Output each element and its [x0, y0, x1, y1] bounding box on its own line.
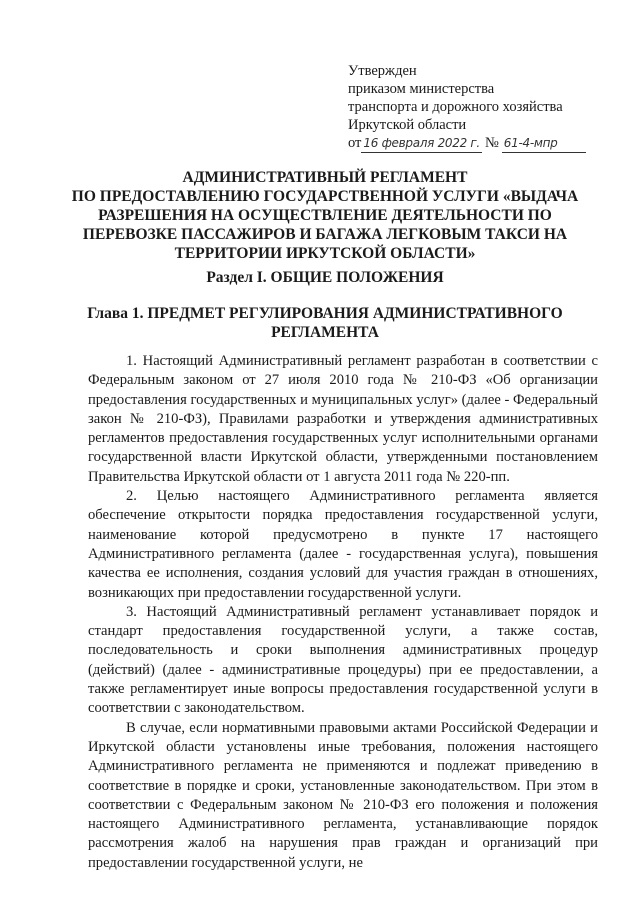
number-label: № — [484, 135, 499, 151]
paragraph: 3. Настоящий Административный регламент устанавливает порядок и стандарт предоставления государственной услуги, а также состав, последовательность и сроки выполнения административных процедур (действий) (далее - административные процедуры) при ее предоставлении, а также регламентирует иные вопросы предоставления государственной услуги в соответствии с законодательством. — [88, 603, 598, 717]
chapter-heading-line: РЕГЛАМЕНТА — [271, 324, 379, 341]
paragraph: 1. Настоящий Административный регламент разработан в соответствии с Федеральным законом от 27 июля 2010 года № 210-ФЗ «Об организации предоставления государственных и муниципальных услуг» (далее - Федеральный закон № 210-ФЗ), Правилами разработки и утверждения административных регламентов предоставления государственных услуг исполнительными органами государственной власти Иркутской области, утвержденными постановлением Правительства Иркутской области от 1 августа 2011 года № 220-пп. — [88, 353, 598, 485]
paragraph: В случае, если нормативными правовыми актами Российской Федерации и Иркутской области установлены иные требования, положения настоящего Административного регламента не применяются и подлежат приведению в соответствие в порядке и сроки, установленные законодательством. При этом в соответствии с Федеральным законом № 210-ФЗ его положения и положения настоящего Административного регламента, устанавливающие порядок рассмотрения жалоб на нарушения прав граждан и организаций при предоставлении государственной услуги, не — [88, 719, 598, 871]
title-line: АДМИНИСТРАТИВНЫЙ РЕГЛАМЕНТ — [182, 169, 468, 186]
approval-stamp-block — [348, 62, 608, 153]
chapter-heading — [70, 304, 580, 342]
chapter-heading-line: Глава 1. ПРЕДМЕТ РЕГУЛИРОВАНИЯ АДМИНИСТРАТИВНОГО — [87, 305, 563, 322]
handwritten-number: 61-4-мпр — [502, 134, 586, 153]
title-line: ТЕРРИТОРИИ ИРКУТСКОЙ ОБЛАСТИ» — [174, 245, 476, 262]
document-body — [88, 352, 598, 873]
handwritten-date: 16 февраля 2022 г. — [361, 134, 482, 153]
title-line: ПЕРЕВОЗКЕ ПАССАЖИРОВ И БАГАЖА ЛЕГКОВЫМ ТАКСИ НА — [82, 226, 568, 243]
paragraph: 2. Целью настоящего Административного регламента является обеспечение открытости порядка предоставления государственной услуги, наименование которой предусмотрено в пункте 17 настоящего Административного регламента (далее - государственная услуга), повышения качества ее исполнения, создания условий для участия граждан в отношениях, возникающих при предоставлении государственной услуги. — [88, 488, 598, 601]
approval-line: приказом министерства — [348, 81, 495, 97]
from-label: от — [348, 135, 362, 151]
title-line: РАЗРЕШЕНИЯ НА ОСУЩЕСТВЛЕНИЕ ДЕЯТЕЛЬНОСТИ ПО — [98, 207, 552, 224]
approval-line: Утвержден — [348, 63, 417, 79]
approval-line: транспорта и дорожного хозяйства — [348, 99, 563, 115]
document-title — [70, 168, 580, 263]
approval-line: Иркутской области — [348, 117, 467, 133]
title-line: ПО ПРЕДОСТАВЛЕНИЮ ГОСУДАРСТВЕННОЙ УСЛУГИ «ВЫДАЧА — [71, 188, 579, 205]
approval-date-number-line — [348, 134, 608, 153]
section-heading: Раздел I. ОБЩИЕ ПОЛОЖЕНИЯ — [206, 269, 444, 286]
